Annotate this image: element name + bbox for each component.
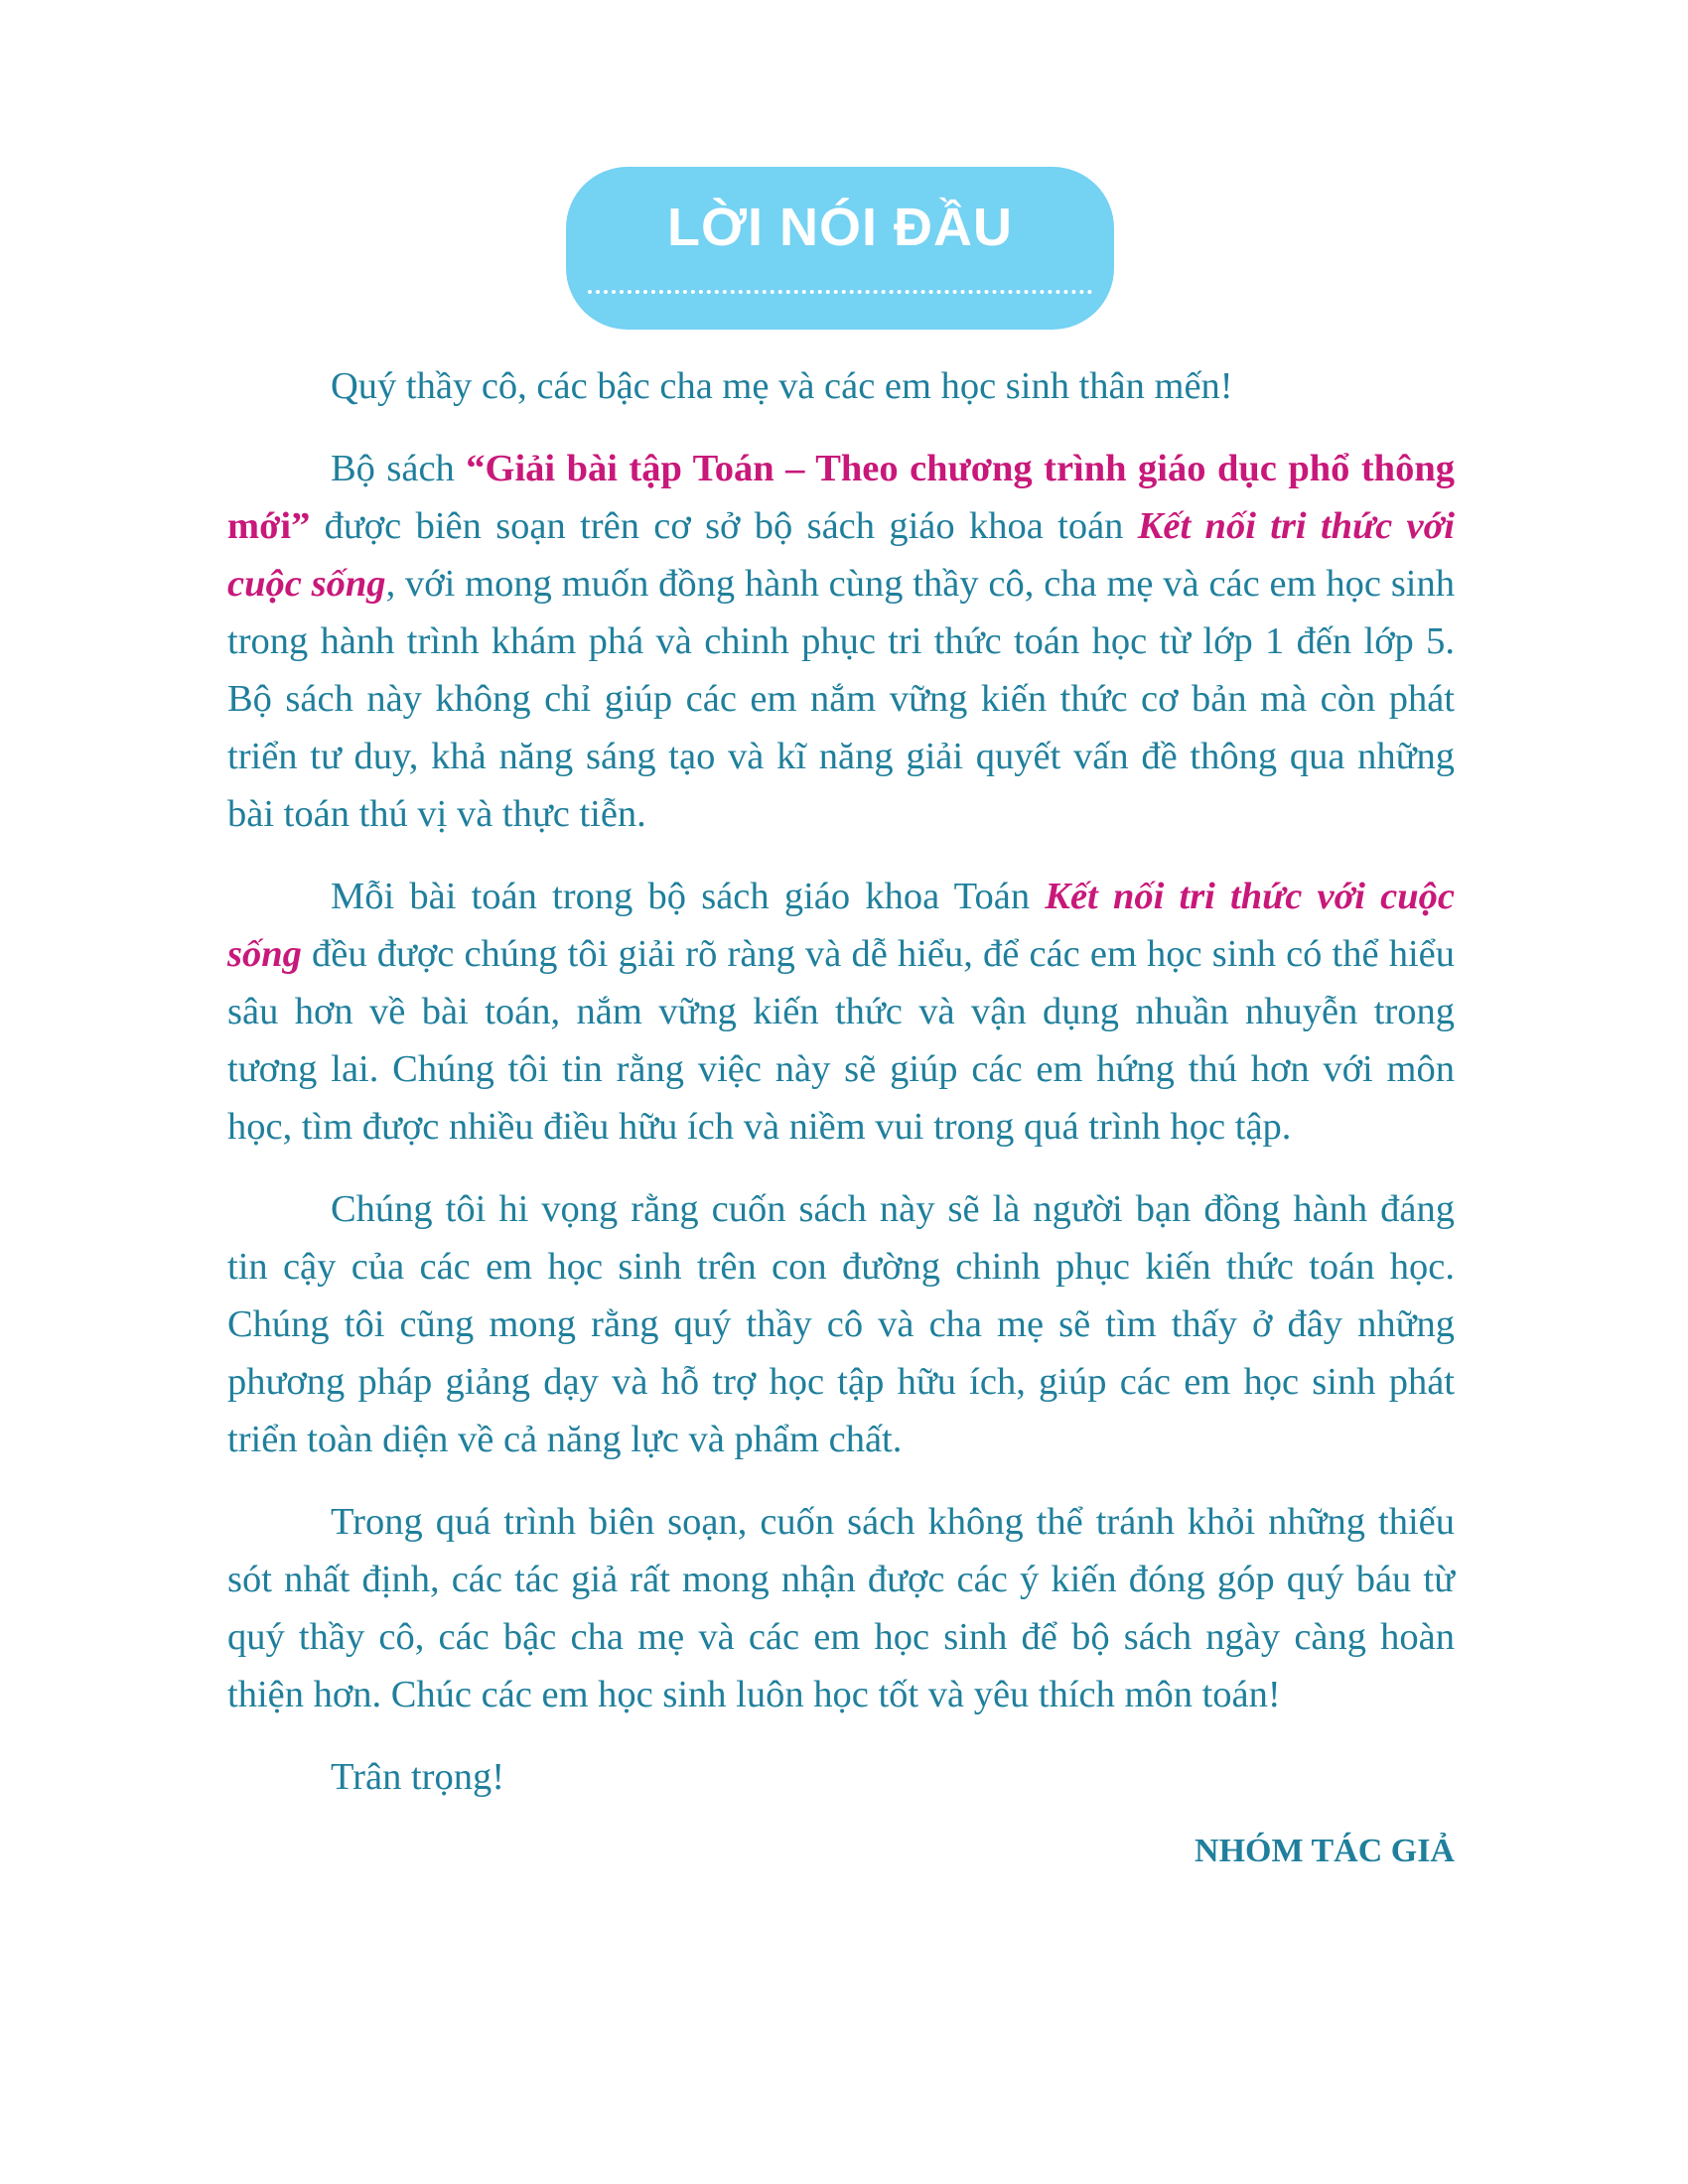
textbook-name: Kết nối tri thức với cuộc sống bbox=[227, 505, 1455, 605]
paragraph-2 bbox=[227, 868, 1455, 1156]
p2-text-a: Mỗi bài toán trong bộ sách giáo khoa Toán bbox=[331, 876, 1046, 917]
book-series-title: “Giải bài tập Toán – Theo chương trình giáo dục phổ thông mới” bbox=[227, 448, 1455, 547]
title-dotted-divider bbox=[588, 290, 1092, 294]
paragraph-1 bbox=[227, 440, 1455, 843]
textbook-name-2: Kết nối tri thức với cuộc sống bbox=[227, 876, 1455, 975]
greeting-paragraph: Quý thầy cô, các bậc cha mẹ và các em học sinh thân mến! bbox=[331, 365, 1233, 407]
author-signature: NHÓM TÁC GIẢ bbox=[1195, 1833, 1455, 1869]
title-badge bbox=[566, 167, 1114, 330]
p2-text-c: đều được chúng tôi giải rõ ràng và dễ hiểu, để các em học sinh có thể hiểu sâu hơn về bài toán, nắm vững kiến thức và vận dụng nhuần nhuyễn trong tương lai. Chúng tôi tin rằng việc này sẽ giúp các em hứng thú hơn với môn học, tìm được nhiều điều hữu ích và niềm vui trong quá trình học tập. bbox=[227, 933, 1455, 1148]
p1-text-e: , với mong muốn đồng hành cùng thầy cô, cha mẹ và các em học sinh trong hành trình khám phá và chinh phục tri thức toán học từ lớp 1 đến lớp 5. Bộ sách này không chỉ giúp các em nắm vững kiến thức cơ bản mà còn phát triển tư duy, khả năng sáng tạo và kĩ năng giải quyết vấn đề thông qua những bài toán thú vị và thực tiễn. bbox=[227, 563, 1455, 835]
p1-text-c: được biên soạn trên cơ sở bộ sách giáo khoa toán bbox=[310, 505, 1138, 547]
paragraph-4: Trong quá trình biên soạn, cuốn sách không thể tránh khỏi những thiếu sót nhất định, các tác giả rất mong nhận được các ý kiến đóng góp quý báu từ quý thầy cô, các bậc cha mẹ và các em học sinh để bộ sách ngày càng hoàn thiện hơn. Chúc các em học sinh luôn học tốt và yêu thích môn toán! bbox=[227, 1501, 1455, 1715]
closing-line: Trân trọng! bbox=[331, 1756, 505, 1798]
p1-text-a: Bộ sách bbox=[331, 448, 467, 489]
page-title: LỜI NÓI ĐẦU bbox=[666, 198, 1014, 257]
paragraph-3: Chúng tôi hi vọng rằng cuốn sách này sẽ là người bạn đồng hành đáng tin cậy của các em học sinh trên con đường chinh phục kiến thức toán học. Chúng tôi cũng mong rằng quý thầy cô và cha mẹ sẽ tìm thấy ở đây những phương pháp giảng dạy và hỗ trợ học tập hữu ích, giúp các em học sinh phát triển toàn diện về cả năng lực và phẩm chất. bbox=[227, 1188, 1455, 1460]
preface-body bbox=[227, 357, 1455, 1831]
